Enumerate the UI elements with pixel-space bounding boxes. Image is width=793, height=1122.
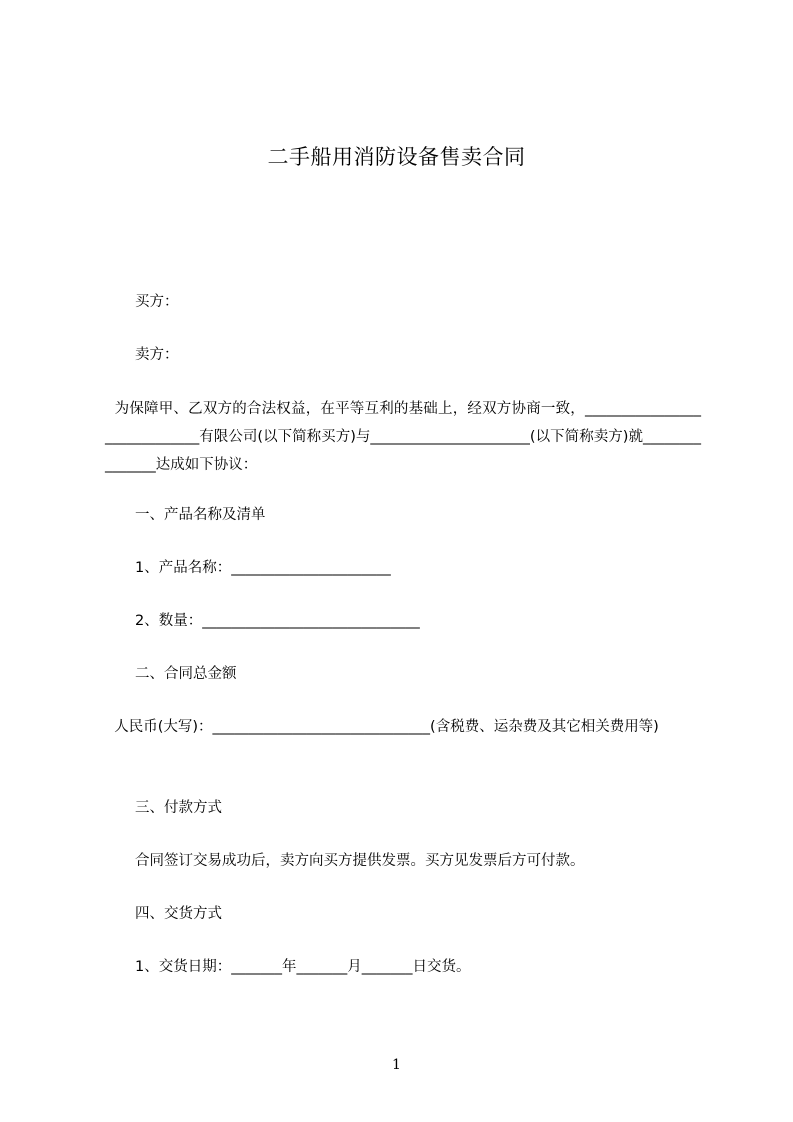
seller-label: 卖方： — [135, 347, 179, 363]
delivery-date-line: 1、交货日期：_______年_______月_______日交货。 — [135, 959, 471, 975]
section-heading-payment: 三、付款方式 — [135, 800, 222, 816]
page-number: 1 — [392, 1057, 401, 1073]
buyer-label: 买方： — [135, 294, 179, 310]
section-heading-product-list: 一、产品名称及清单 — [135, 507, 266, 523]
amount-paragraph: 人民币(大写)：______________________________(含税费、运杂费及其它相关费用等) — [105, 719, 659, 735]
section-heading-delivery: 四、交货方式 — [135, 906, 222, 922]
intro-paragraph: 为保障甲、乙双方的合法权益，在平等互利的基础上，经双方协商一致，_____________________________有限公司(以下简称买方)与______________________(以下简称卖方)就_______________达成如下协议： — [105, 401, 701, 473]
section-heading-total-amount: 二、合同总金额 — [135, 666, 237, 682]
product-name-line: 1、产品名称：______________________ — [135, 560, 391, 576]
payment-paragraph: 合同签订交易成功后，卖方向买方提供发票。买方见发票后方可付款。 — [135, 853, 585, 869]
quantity-line: 2、数量：______________________________ — [135, 613, 420, 629]
document-title: 二手船用消防设备售卖合同 — [267, 145, 526, 169]
